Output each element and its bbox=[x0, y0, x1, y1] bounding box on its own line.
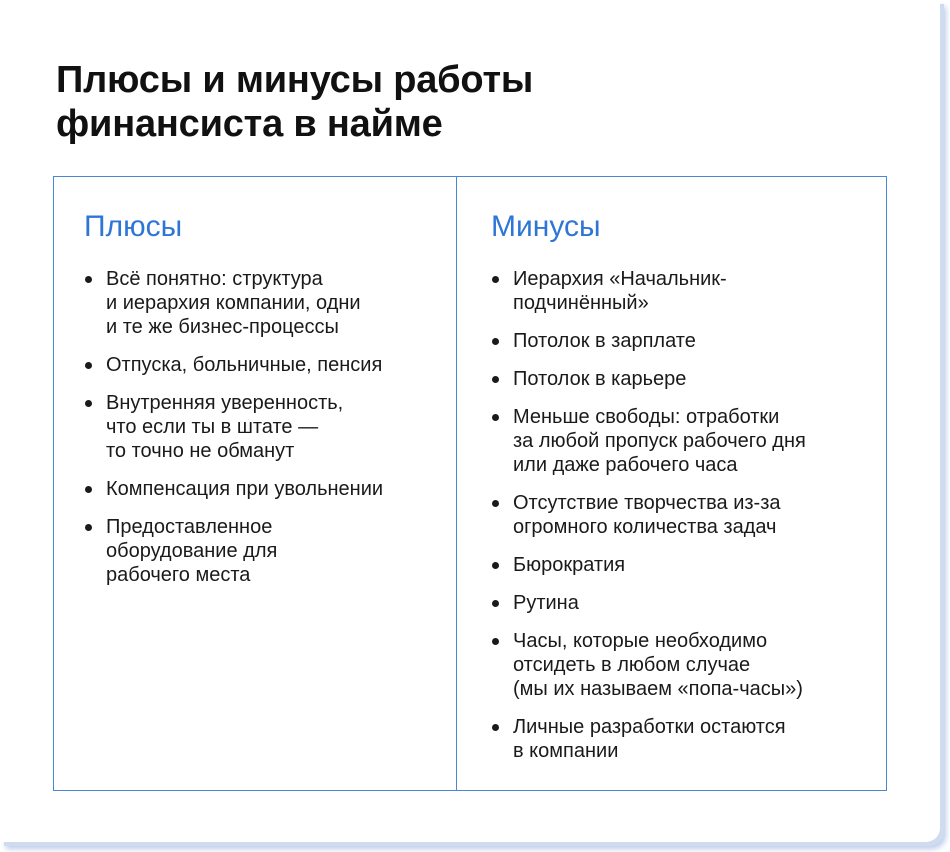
list-item: Личные разработки остаются в компании bbox=[491, 715, 856, 763]
list-item: Часы, которые необходимо отсидеть в любом случае (мы их называем «попа-часы») bbox=[491, 629, 856, 701]
list-item: Рутина bbox=[491, 591, 856, 615]
list-item: Всё понятно: структура и иерархия компании, одни и те же бизнес-процессы bbox=[84, 267, 426, 339]
pros-column bbox=[54, 177, 457, 790]
list-item: Иерархия «Начальник- подчинённый» bbox=[491, 267, 856, 315]
list-item: Компенсация при увольнении bbox=[84, 477, 426, 501]
list-item: Бюрократия bbox=[491, 553, 856, 577]
page-title: Плюсы и минусы работы финансиста в найме bbox=[56, 59, 534, 145]
list-item: Отпуска, больничные, пенсия bbox=[84, 353, 426, 377]
cons-list bbox=[491, 267, 856, 763]
list-item: Внутренняя уверенность, что если ты в штате — то точно не обманут bbox=[84, 391, 426, 463]
list-item: Потолок в карьере bbox=[491, 367, 856, 391]
pros-list bbox=[84, 267, 426, 587]
list-item: Потолок в зарплате bbox=[491, 329, 856, 353]
cons-heading: Минусы bbox=[491, 210, 601, 243]
pros-heading: Плюсы bbox=[84, 210, 183, 243]
list-item: Меньше свободы: отработки за любой пропуск рабочего дня или даже рабочего часа bbox=[491, 405, 856, 477]
list-item: Предоставленное оборудование для рабочего места bbox=[84, 515, 426, 587]
comparison-table bbox=[53, 176, 887, 791]
cons-column bbox=[457, 177, 886, 790]
list-item: Отсутствие творчества из-за огромного количества задач bbox=[491, 491, 856, 539]
